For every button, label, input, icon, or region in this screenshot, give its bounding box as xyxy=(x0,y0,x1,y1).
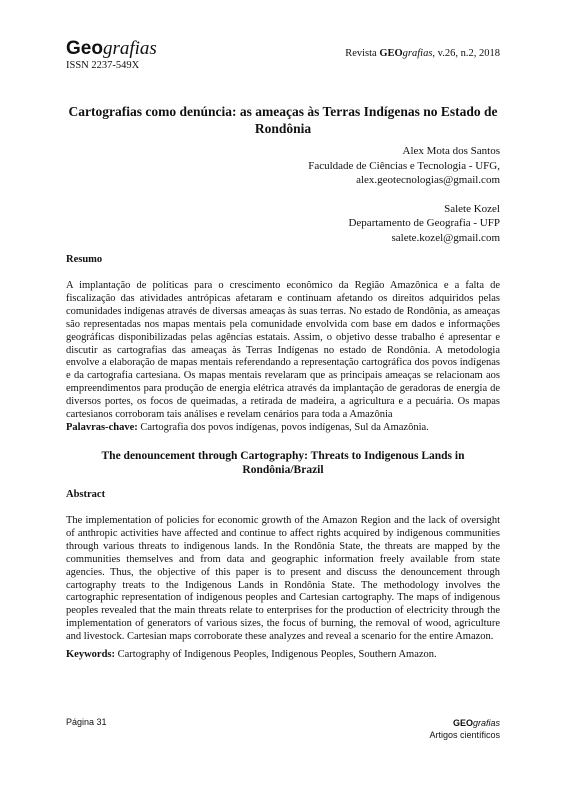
issn: ISSN 2237-549X xyxy=(66,60,140,71)
journal-bold: GEO xyxy=(379,48,403,59)
abstract-heading: Abstract xyxy=(66,489,106,500)
resumo-heading: Resumo xyxy=(66,254,103,265)
keywords-text: Cartography of Indigenous Peoples, Indigenous Peoples, Southern Amazon. xyxy=(115,649,437,660)
abstract-text: The implementation of policies for economic growth of the Amazon Region and the lack of oversight of anthropic activities have affected and continue to affect rights acquired by indigenous communities through various threats to indigenous lands. In the Rondônia State, the threats are mapped by the communities themselves and from data and geographic information freely available from state agencies. Thus, the objective of this paper is to present and discuss the denouncement through cartography treats to the Indigenous Lands in Rondônia State. The methodology involves the cartographic representation of indigenous peoples and Cartesian cartography. The maps of indigenous peoples revealed that the main threats relate to enterprises for the production of electricity through the implementation of generators of various sizes, the focus of burning, the removal of wood, agriculture and livestock. Cartesian maps corroborate these analyzes and reveal a scenario for the entire Amazon. xyxy=(66,515,500,643)
keywords xyxy=(66,648,500,661)
author-email: alex.geotecnologias@gmail.com xyxy=(356,174,500,186)
palavras-chave xyxy=(66,421,500,434)
author-name: Salete Kozel xyxy=(444,202,500,215)
logo-prefix: Geo xyxy=(66,38,103,59)
page-number: Página 31 xyxy=(66,717,107,727)
footer-brand xyxy=(429,717,500,741)
footer-brand-bold: GEO xyxy=(452,718,473,728)
journal-logo xyxy=(66,38,157,60)
journal-italic: grafias xyxy=(402,48,433,59)
journal-volume: , v.26, n.2, 2018 xyxy=(432,48,500,59)
palavras-label: Palavras-chave: xyxy=(66,422,138,433)
footer-brand-italic: grafias xyxy=(472,718,500,728)
footer-section: Artigos científicos xyxy=(429,730,500,740)
article-title: Cartografias como denúncia: as ameaças às Terras Indígenas no Estado de Rondônia xyxy=(68,104,498,136)
journal-citation xyxy=(345,48,500,59)
journal-prefix: Revista xyxy=(345,48,380,59)
resumo-text: A implantação de políticas para o crescimento econômico da Região Amazônica e a falta de fiscalização das atividades antrópicas afetaram e continuam afetando os direitos adquiridos pelas comunidades indígenas através de diversas ameaças às suas terras. No estado de Rondônia, as ameaças são representadas nos mapas mentais pela comunidade envolvida com base em dados e informações geográficas disponibilizadas pelas agências estatais. Assim, o objetivo desse trabalho é apresentar e discutir as cartografias das ameaças às Terras Indígenas no estado de Rondônia. A metodologia envolve a elaboração de mapas mentais referendando a representação cartográfica dos povos indígenas e da cartografia cartesiana. Os mapas mentais revelaram que as principais ameaças se relacionam aos empreendimentos para produção de energia elétrica através da implantação de geradoras de energia de diversos portes, os focos de queimadas, a retirada de madeira, a agricultura e a pecuária. Os mapas cartesianos corroboram tais análises e revelam cenários para toda a Amazônia xyxy=(66,280,500,421)
author-affiliation: Faculdade de Ciências e Tecnologia - UFG, xyxy=(308,159,500,172)
logo-suffix: grafias xyxy=(102,38,157,59)
keywords-label: Keywords: xyxy=(66,649,115,660)
palavras-text: Cartografia dos povos indígenas, povos indígenas, Sul da Amazônia. xyxy=(137,422,429,433)
author-affiliation: Departamento de Geografia - UFP xyxy=(348,217,500,229)
author-name: Alex Mota dos Santos xyxy=(402,145,500,157)
author-block xyxy=(200,144,500,245)
author-email: salete.kozel@gmail.com xyxy=(391,231,500,244)
english-title: The denouncement through Cartography: Threats to Indigenous Lands in Rondônia/Brazil xyxy=(101,450,465,476)
